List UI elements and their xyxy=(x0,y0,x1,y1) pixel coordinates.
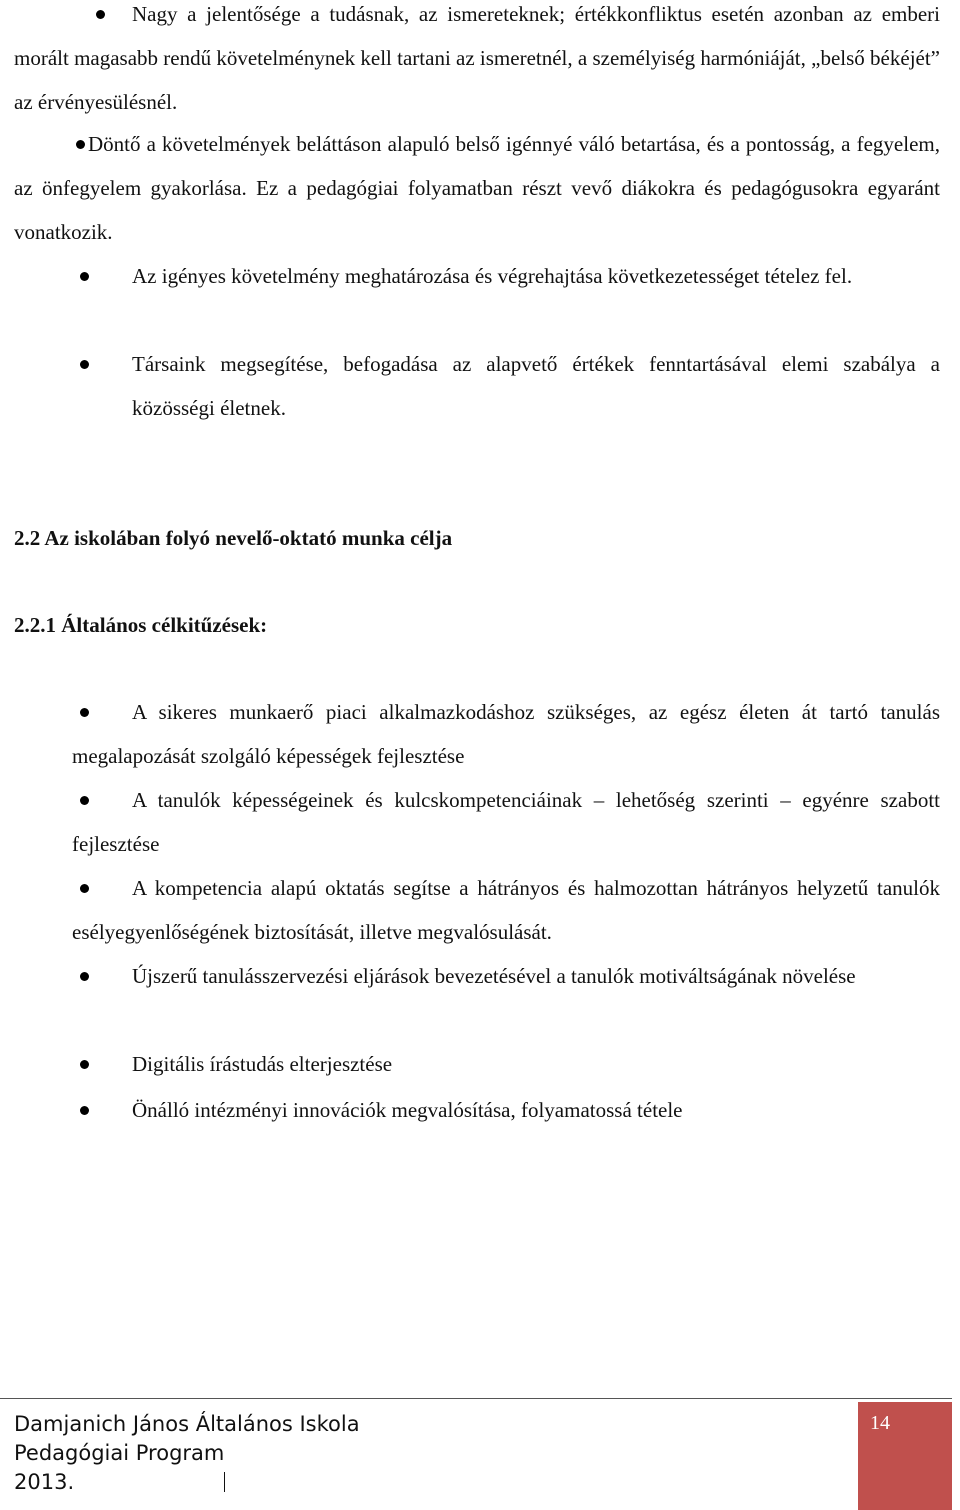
bullet-item-community xyxy=(132,342,940,430)
goal-text: A sikeres munkaerő piaci alkalmazkodáshoz szükséges, az egész életen át tartó tanulás megalapozását szolgáló képességek fejlesztése xyxy=(72,700,940,768)
bullet-text: Társaink megsegítése, befogadása az alapvető értékek fenntartásával elemi szabálya a közösségi életnek. xyxy=(132,352,940,420)
page-number: 14 xyxy=(870,1412,890,1434)
footer-document-title: Pedagógiai Program xyxy=(14,1441,225,1465)
bullet-dot-icon xyxy=(80,972,89,981)
goal-item xyxy=(132,1088,940,1132)
text-cursor xyxy=(224,1472,225,1492)
goal-text: A kompetencia alapú oktatás segítse a hátrányos és halmozottan hátrányos helyzetű tanulók esélyegyenlőségének biztosítását, illetve megvalósulását. xyxy=(72,876,940,944)
footer-divider xyxy=(0,1398,952,1399)
goal-item xyxy=(72,690,940,778)
footer-school-name: Damjanich János Általános Iskola xyxy=(14,1412,360,1436)
page-number-box xyxy=(858,1402,952,1510)
bullet-dot-icon xyxy=(80,796,89,805)
subsection-heading: 2.2.1 Általános célkitűzések: xyxy=(14,613,268,637)
goal-text: Digitális írástudás elterjesztése xyxy=(132,1052,393,1076)
goal-item xyxy=(132,1042,940,1086)
bullet-dot-icon xyxy=(80,360,89,369)
goal-text: Újszerű tanulásszervezési eljárások bevezetésével a tanulók motiváltságának növelése xyxy=(132,964,856,988)
section-heading: 2.2 Az iskolában folyó nevelő-oktató munka célja xyxy=(14,526,453,550)
goal-item xyxy=(72,954,940,998)
goal-item xyxy=(72,778,940,866)
bullet-item-morality xyxy=(14,0,940,124)
footer-year-line xyxy=(14,1468,574,1497)
bullet-text: Döntő a követelmények beláttáson alapuló belső igénnyé váló betartása, és a pontosság, a fegyelem, az önfegyelem gyakorlása. Ez a pedagógiai folyamatban részt vevő diákokra és pedagógusokra egyaránt vonatkozik. xyxy=(14,132,940,244)
bullet-text: Nagy a jelentősége a tudásnak, az ismereteknek; értékkonfliktus esetén azonban az emberi morált magasabb rendű követelménynek kell tartani az ismeretnél, a személyiség harmóniáját, „belső békéjét” az érvényesülésnél. xyxy=(14,2,940,114)
bullet-dot-icon xyxy=(80,272,89,281)
bullet-text: Az igényes követelmény meghatározása és végrehajtása következetességet tételez fel. xyxy=(132,264,853,288)
goal-text: A tanulók képességeinek és kulcskompetenciáinak – lehetőség szerinti – egyénre szabott fejlesztése xyxy=(72,788,940,856)
bullet-dot-icon xyxy=(80,884,89,893)
bullet-dot-icon xyxy=(76,140,85,149)
bullet-dot-icon xyxy=(80,1106,89,1115)
bullet-dot-icon xyxy=(80,708,89,717)
bullet-item-consistency xyxy=(132,254,940,298)
bullet-dot-icon xyxy=(96,10,105,19)
bullet-item-requirements xyxy=(14,122,940,254)
goal-item xyxy=(72,866,940,954)
footer xyxy=(14,1410,574,1497)
footer-year: 2013. xyxy=(14,1470,75,1494)
bullet-dot-icon xyxy=(80,1060,89,1069)
goal-text: Önálló intézményi innovációk megvalósítása, folyamatossá tétele xyxy=(132,1098,683,1122)
